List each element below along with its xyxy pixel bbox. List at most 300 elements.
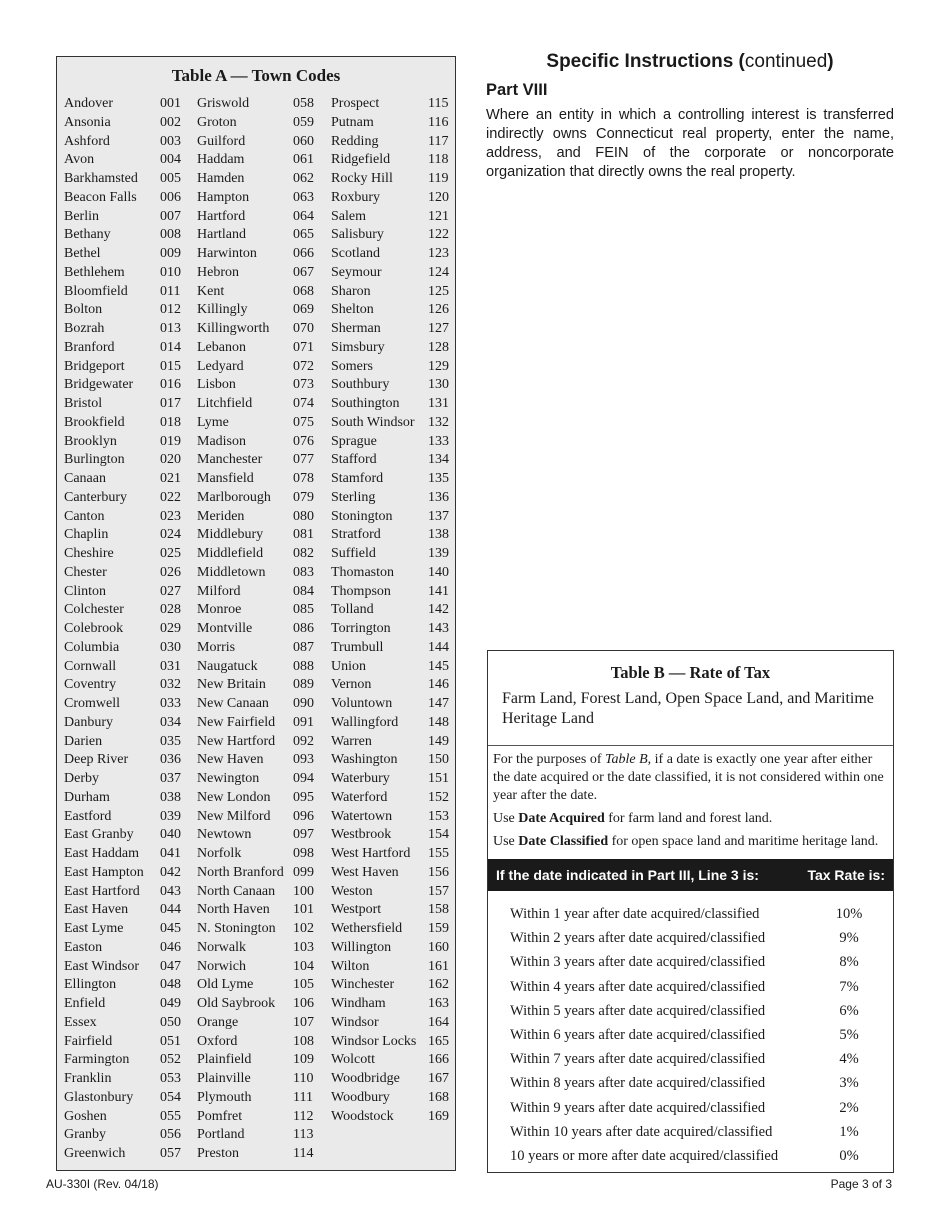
town-row (197, 789, 327, 808)
town-name: Litchfield (197, 396, 253, 411)
town-code: 134 (428, 452, 449, 468)
town-name: Canaan (64, 471, 106, 486)
town-name: Norwalk (197, 939, 246, 955)
town-code: 147 (428, 696, 449, 711)
town-code: 160 (428, 939, 449, 955)
town-row (64, 751, 194, 770)
rate-value: 6% (839, 1002, 859, 1019)
town-row (64, 283, 194, 302)
town-name: Oxford (197, 1033, 238, 1049)
town-name: Andover (64, 96, 113, 111)
town-row (64, 770, 194, 789)
town-name: Simsbury (331, 339, 385, 355)
town-code: 164 (428, 1014, 449, 1030)
town-row (64, 358, 194, 377)
part-viii-text: Where an entity in which a controlling interest is transferred indirectly owns Connecticut real property, enter the name, address, and FEIN of the corporate or noncorporate organization that directly owns the real property. (486, 107, 894, 180)
town-name: Wethersfield (331, 921, 403, 936)
town-row (197, 864, 327, 883)
town-name: Cornwall (64, 658, 117, 674)
town-name: Voluntown (331, 696, 393, 711)
town-row (331, 489, 453, 508)
town-code: 133 (428, 433, 449, 449)
town-name: Norfolk (197, 846, 242, 861)
table-b-divider (488, 745, 893, 746)
rate-value: 5% (839, 1026, 859, 1043)
town-name: Middlebury (197, 527, 264, 543)
town-code: 002 (160, 114, 181, 130)
town-row (64, 733, 194, 752)
town-name: Wallingford (331, 714, 399, 730)
town-name: New Fairfield (197, 714, 276, 730)
town-code: 103 (293, 939, 314, 955)
table-b-title: Table B — Rate of Tax (610, 663, 771, 682)
town-code: 124 (428, 264, 449, 280)
town-code: 065 (293, 227, 314, 243)
town-name: East Hartford (64, 883, 140, 899)
town-row (64, 451, 194, 470)
town-name: Salisbury (331, 227, 384, 243)
note-date-acquired (493, 810, 889, 828)
title-bold-open: Specific Instructions ( (546, 51, 745, 72)
town-row (64, 826, 194, 845)
town-row (64, 808, 194, 827)
rate-row (488, 1120, 893, 1144)
town-row (197, 658, 327, 677)
town-row (64, 1126, 194, 1145)
town-column-2 (197, 95, 327, 1164)
town-code: 073 (293, 377, 314, 393)
town-code: 112 (293, 1108, 314, 1124)
note3-prefix: Use (493, 834, 519, 849)
town-name: Plymouth (197, 1089, 252, 1105)
town-code: 019 (160, 433, 181, 449)
town-code: 140 (428, 564, 449, 580)
town-code: 109 (293, 1052, 314, 1068)
town-row (64, 714, 194, 733)
town-row (64, 376, 194, 395)
town-code: 039 (160, 808, 181, 824)
town-code: 079 (293, 489, 314, 505)
town-name: Sherman (331, 321, 381, 336)
town-name: Deep River (64, 752, 129, 768)
town-name: Washington (331, 752, 398, 768)
town-name: Union (331, 658, 366, 674)
town-code: 023 (160, 508, 181, 524)
town-code: 113 (293, 1127, 314, 1143)
table-a-town-codes (56, 56, 456, 1171)
town-code: 056 (160, 1127, 181, 1143)
town-row (197, 1126, 327, 1145)
town-name: Durham (64, 789, 110, 805)
town-code: 093 (293, 752, 314, 768)
rate-row (488, 950, 893, 974)
town-row (64, 676, 194, 695)
town-name: Middletown (197, 564, 266, 580)
town-row (331, 264, 453, 283)
town-name: Willington (331, 939, 392, 955)
town-code: 163 (428, 996, 449, 1011)
town-code: 138 (428, 527, 449, 543)
rate-value: 8% (839, 954, 859, 971)
town-name: Scotland (331, 246, 380, 261)
rate-value: 0% (839, 1147, 859, 1164)
town-code: 069 (293, 302, 314, 318)
town-row (331, 639, 453, 658)
form-id: AU-330I (Rev. 04/18) (46, 1177, 159, 1191)
town-code: 105 (293, 977, 314, 993)
town-row (331, 920, 453, 939)
town-code: 120 (428, 189, 449, 205)
town-name: Bridgeport (64, 358, 125, 374)
town-name: Brooklyn (64, 433, 117, 449)
town-code: 144 (428, 639, 449, 655)
town-code: 017 (160, 396, 181, 411)
town-code: 135 (428, 471, 449, 486)
town-name: N. Stonington (197, 921, 276, 936)
town-row (64, 939, 194, 958)
town-row (64, 695, 194, 714)
town-name: Seymour (331, 264, 382, 280)
town-code: 075 (293, 414, 314, 430)
town-name: Harwinton (197, 246, 257, 261)
header-date-condition: If the date indicated in Part III, Line 3 is: (496, 867, 759, 883)
town-code: 054 (160, 1089, 181, 1105)
town-code: 117 (428, 133, 449, 149)
town-name: Glastonbury (64, 1089, 134, 1105)
town-name: Newington (197, 771, 260, 786)
town-row (197, 733, 327, 752)
town-row (197, 189, 327, 208)
town-row (64, 883, 194, 902)
town-name: Ledyard (197, 358, 244, 374)
note3-suffix: for open space land and maritime heritage land. (608, 834, 879, 849)
town-row (197, 939, 327, 958)
town-row (331, 1014, 453, 1033)
town-name: Ellington (64, 977, 117, 993)
town-code: 022 (160, 489, 181, 505)
town-name: Cheshire (64, 546, 114, 561)
town-row (197, 958, 327, 977)
town-name: Enfield (64, 996, 106, 1011)
town-code: 030 (160, 639, 181, 655)
town-name: Bloomfield (64, 283, 128, 299)
town-row (331, 245, 453, 264)
town-row (64, 395, 194, 414)
town-row (64, 95, 194, 114)
town-row (331, 1051, 453, 1070)
town-code: 029 (160, 621, 181, 636)
rate-value: 4% (839, 1051, 859, 1068)
town-row (64, 189, 194, 208)
town-code: 066 (293, 246, 314, 261)
town-row (197, 826, 327, 845)
town-row (197, 470, 327, 489)
town-code: 119 (428, 171, 449, 186)
town-name: Bethlehem (64, 264, 125, 280)
town-row (331, 883, 453, 902)
town-name: Waterbury (331, 771, 390, 786)
town-name: Hamden (197, 171, 245, 186)
town-code: 104 (293, 958, 314, 974)
town-name: Bozrah (64, 321, 105, 336)
town-row (197, 676, 327, 695)
town-row (64, 1014, 194, 1033)
town-code: 153 (428, 808, 449, 824)
town-row (331, 339, 453, 358)
town-code: 038 (160, 789, 181, 805)
town-name: East Granby (64, 827, 134, 843)
town-code: 095 (293, 789, 314, 805)
town-row (64, 114, 194, 133)
town-code: 061 (293, 152, 314, 168)
rate-condition: Within 5 years after date acquired/classified (510, 1002, 766, 1019)
town-name: Southbury (331, 377, 390, 393)
town-name: Stratford (331, 527, 381, 543)
town-code: 131 (428, 396, 449, 411)
town-code: 136 (428, 489, 449, 505)
town-name: East Windsor (64, 958, 140, 974)
town-code: 060 (293, 133, 314, 149)
table-b-header (488, 859, 893, 891)
town-name: Monroe (197, 602, 242, 618)
town-name: Woodbridge (331, 1071, 400, 1086)
town-name: Groton (197, 114, 237, 130)
town-row (331, 676, 453, 695)
town-name: Canton (64, 508, 105, 524)
town-name: Clinton (64, 583, 107, 599)
town-row (331, 1070, 453, 1089)
town-code: 001 (160, 96, 181, 111)
note2-suffix: for farm land and forest land. (604, 811, 773, 826)
town-row (331, 845, 453, 864)
town-name: North Haven (197, 902, 270, 918)
town-code: 150 (428, 752, 449, 768)
town-name: Eastford (64, 808, 112, 824)
town-row (197, 620, 327, 639)
town-row (197, 226, 327, 245)
town-name: Avon (64, 152, 95, 168)
town-row (331, 601, 453, 620)
town-name: Ridgefield (331, 152, 391, 168)
town-name: Westbrook (331, 827, 392, 843)
town-code: 076 (293, 433, 314, 449)
town-row (331, 508, 453, 527)
rate-value: 10% (835, 906, 863, 922)
town-name: Cromwell (64, 696, 120, 711)
town-code: 146 (428, 677, 449, 693)
table-b-rows (488, 902, 893, 1168)
rate-row (488, 1071, 893, 1095)
town-code: 091 (293, 714, 314, 730)
town-name: South Windsor (331, 414, 415, 430)
town-name: Roxbury (331, 189, 380, 205)
town-row (64, 433, 194, 452)
town-row (64, 1051, 194, 1070)
town-code: 132 (428, 414, 449, 430)
town-row (331, 620, 453, 639)
town-name: Hampton (197, 189, 250, 205)
rate-condition: Within 9 years after date acquired/classified (510, 1099, 766, 1116)
town-name: Bolton (64, 302, 103, 318)
town-row (64, 508, 194, 527)
rate-row (488, 1144, 893, 1168)
town-code: 082 (293, 546, 314, 561)
town-name: Prospect (331, 96, 380, 111)
town-code: 043 (160, 883, 181, 899)
town-name: New Hartford (197, 733, 276, 749)
town-name: Lisbon (197, 377, 236, 393)
rate-condition: Within 2 years after date acquired/classified (510, 930, 766, 947)
town-row (331, 789, 453, 808)
town-code: 008 (160, 227, 181, 243)
town-code: 009 (160, 246, 181, 261)
town-row (64, 470, 194, 489)
town-name: Canterbury (64, 489, 127, 505)
town-code: 024 (160, 527, 181, 543)
town-name: Somers (331, 358, 373, 374)
town-row (197, 451, 327, 470)
town-code: 152 (428, 789, 449, 805)
town-code: 074 (293, 396, 314, 411)
town-row (197, 883, 327, 902)
town-name: Southington (331, 396, 400, 411)
town-name: East Lyme (64, 921, 124, 936)
town-code: 155 (428, 846, 449, 861)
town-code: 051 (160, 1033, 181, 1049)
town-code: 033 (160, 696, 181, 711)
town-code: 012 (160, 302, 181, 318)
town-column-1 (64, 95, 194, 1164)
town-row (197, 301, 327, 320)
town-name: Ashford (64, 133, 110, 149)
town-code: 151 (428, 771, 449, 786)
town-code: 108 (293, 1033, 314, 1049)
town-code: 070 (293, 321, 314, 336)
town-row (197, 995, 327, 1014)
town-name: Mansfield (197, 471, 254, 486)
town-row (64, 320, 194, 339)
table-b-rate-of-tax (487, 650, 894, 1173)
town-code: 004 (160, 152, 181, 168)
town-name: Putnam (331, 114, 374, 130)
town-row (331, 433, 453, 452)
town-name: Milford (197, 583, 241, 599)
town-code: 037 (160, 771, 181, 786)
town-name: Guilford (197, 133, 246, 149)
town-code: 021 (160, 471, 181, 486)
town-code: 141 (428, 583, 449, 599)
town-code: 116 (428, 114, 449, 130)
town-code: 083 (293, 564, 314, 580)
rate-condition: Within 7 years after date acquired/classified (510, 1051, 766, 1068)
town-code: 137 (428, 508, 449, 524)
town-name: Bethany (64, 227, 111, 243)
town-row (331, 208, 453, 227)
town-name: Farmington (64, 1052, 130, 1068)
rate-value: 3% (839, 1075, 859, 1092)
town-code: 032 (160, 677, 181, 693)
town-row (331, 808, 453, 827)
town-row (331, 358, 453, 377)
town-code: 014 (160, 339, 181, 355)
town-name: Killingly (197, 302, 248, 318)
rate-row (488, 1023, 893, 1047)
town-code: 041 (160, 846, 181, 861)
town-code: 157 (428, 883, 449, 899)
town-name: Darien (64, 733, 103, 749)
town-row (331, 1033, 453, 1052)
town-row (197, 714, 327, 733)
town-row (197, 339, 327, 358)
rate-condition: Within 1 year after date acquired/classified (510, 906, 760, 922)
town-row (64, 789, 194, 808)
town-name: Colchester (64, 602, 124, 618)
rate-row (488, 999, 893, 1023)
town-name: Coventry (64, 677, 117, 693)
town-row (197, 489, 327, 508)
town-code: 010 (160, 264, 181, 280)
town-name: Old Saybrook (197, 996, 276, 1011)
town-code: 145 (428, 658, 449, 674)
town-code: 086 (293, 621, 314, 636)
town-name: Middlefield (197, 546, 264, 561)
town-row (197, 1033, 327, 1052)
town-name: Derby (64, 771, 99, 786)
town-name: Goshen (64, 1108, 107, 1124)
rate-condition: Within 6 years after date acquired/classified (510, 1026, 766, 1043)
town-code: 067 (293, 264, 314, 280)
town-code: 143 (428, 621, 449, 636)
town-name: Hebron (197, 264, 239, 280)
town-name: Kent (197, 283, 225, 299)
town-code: 042 (160, 864, 181, 880)
town-code: 050 (160, 1014, 181, 1030)
town-name: Plainville (197, 1071, 251, 1086)
town-code: 053 (160, 1071, 181, 1086)
town-name: Windham (331, 996, 386, 1011)
town-code: 106 (293, 996, 314, 1011)
town-row (197, 114, 327, 133)
town-code: 081 (293, 527, 314, 543)
town-row (331, 414, 453, 433)
town-code: 114 (293, 1146, 314, 1161)
title-continued: continued (744, 51, 828, 72)
town-name: Manchester (197, 452, 263, 468)
town-code: 156 (428, 864, 449, 880)
town-code: 130 (428, 377, 449, 393)
town-code: 013 (160, 321, 181, 336)
town-code: 026 (160, 564, 181, 580)
town-row (331, 151, 453, 170)
town-row (331, 995, 453, 1014)
rate-row (488, 1096, 893, 1120)
town-name: Chaplin (64, 527, 109, 543)
town-name: Winchester (331, 977, 395, 993)
town-name: Torrington (331, 621, 391, 636)
town-name: Thompson (331, 583, 391, 599)
town-code: 034 (160, 714, 181, 730)
town-row (64, 658, 194, 677)
town-code: 028 (160, 602, 181, 618)
town-row (331, 283, 453, 302)
town-code: 057 (160, 1146, 181, 1161)
town-name: Bridgewater (64, 377, 134, 393)
town-row (331, 958, 453, 977)
town-code: 025 (160, 546, 181, 561)
town-row (331, 695, 453, 714)
town-code: 162 (428, 977, 449, 993)
town-name: Portland (197, 1127, 245, 1143)
